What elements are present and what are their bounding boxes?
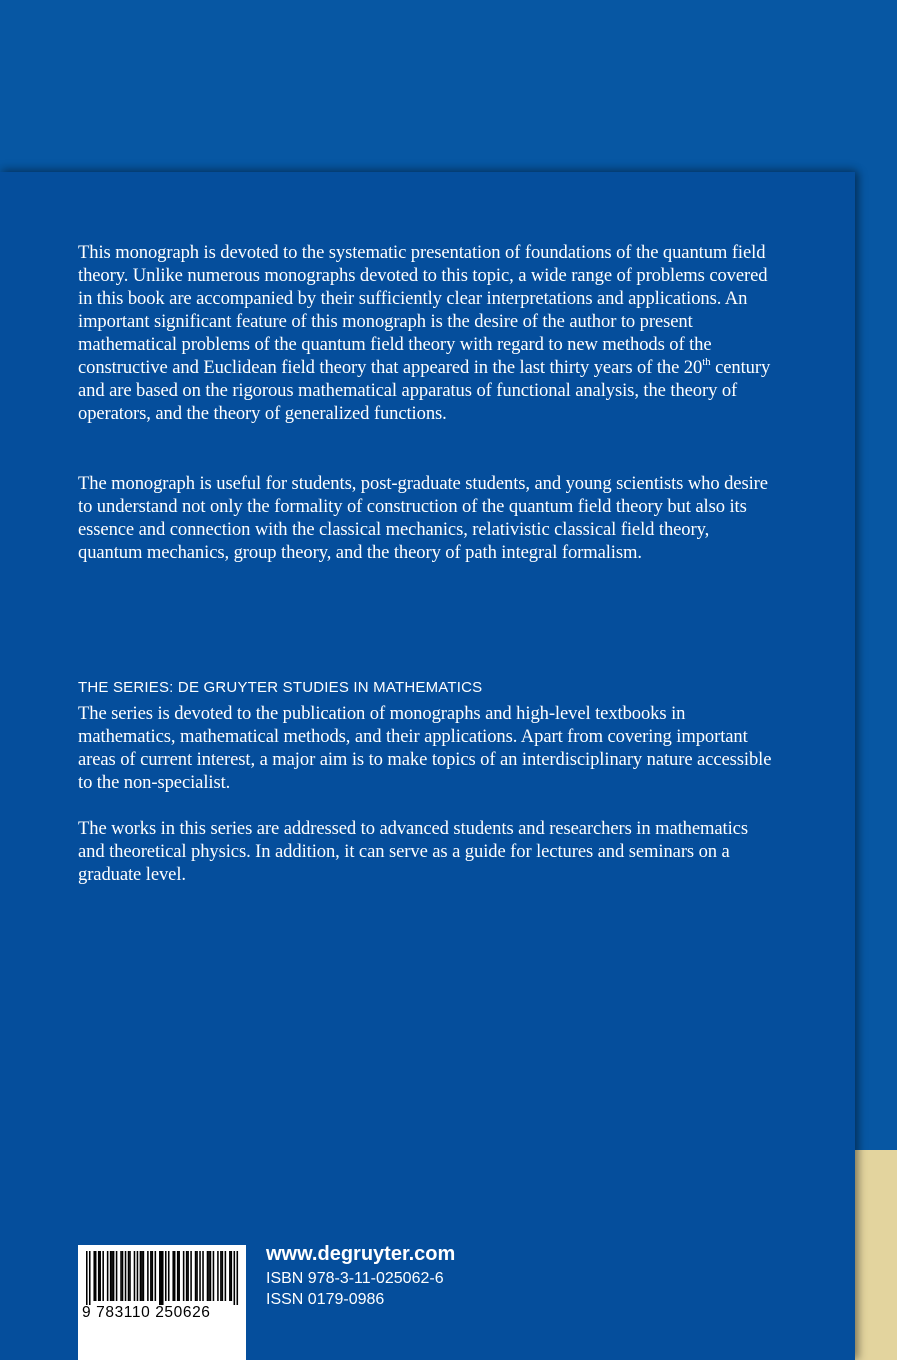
barcode-bar xyxy=(122,1251,124,1301)
barcode-bar xyxy=(141,1251,143,1301)
barcode-bar xyxy=(140,1251,142,1301)
barcode-bar xyxy=(195,1251,197,1301)
barcode-bar xyxy=(102,1251,104,1301)
barcode-bar xyxy=(231,1251,233,1301)
barcode-bar xyxy=(162,1251,164,1305)
barcode-bar xyxy=(207,1251,209,1301)
barcode-bar xyxy=(137,1251,139,1301)
barcode-bar xyxy=(116,1251,118,1301)
barcode-bar xyxy=(225,1251,227,1301)
barcode-bar xyxy=(161,1251,163,1305)
barcode-bar xyxy=(177,1251,179,1301)
barcode-bar xyxy=(93,1251,95,1301)
barcode-bar xyxy=(220,1251,222,1301)
barcode-bar xyxy=(120,1251,122,1301)
barcode-bar xyxy=(113,1251,115,1301)
description-text-part-1: This monograph is devoted to the systematic presentation of foundations of the quantum field theory. Unlike numerous monographs devoted to this topic, a wide range of problems covered in this book are accompanied by their sufficiently clear interpretations and applications. An important significant feature of this monograph is the desire of the author to present mathematical problems of the quantum field theory with regard to new methods of the constructive and Euclidean field theory that appeared in the last thirty years of the 20 xyxy=(78,242,768,378)
barcode-bar xyxy=(174,1251,176,1301)
barcode-bar xyxy=(222,1251,224,1301)
barcode-bar xyxy=(196,1251,198,1301)
barcode-bar xyxy=(111,1251,113,1301)
barcode-bar xyxy=(213,1251,215,1301)
description-paragraph-2: The monograph is useful for students, post-graduate students, and young scientists who desire to understand not only the formality of construction of the quantum field theory but also its essence and connection with the classical mechanics, relativistic classical field theory, quantum mechanics, group theory, and the theory of path integral formalism. xyxy=(78,473,768,563)
barcode-bar xyxy=(187,1251,189,1301)
barcode-bar xyxy=(159,1251,161,1305)
barcode-bar xyxy=(98,1251,100,1301)
barcode-bar xyxy=(168,1251,170,1301)
isbn-number: ISBN 978-3-11-025062-6 xyxy=(266,1270,444,1287)
barcode-bar xyxy=(143,1251,145,1301)
barcode-bar xyxy=(199,1251,201,1301)
barcode-bar xyxy=(89,1251,91,1305)
barcode-digits: 9 783110 250626 xyxy=(82,1304,211,1321)
series-heading: THE SERIES: DE GRUYTER STUDIES IN MATHEMATICS xyxy=(78,679,483,696)
barcode-bar xyxy=(234,1251,236,1305)
series-paragraph-2: The works in this series are addressed to advanced students and researchers in mathematics and theoretical physics. In addition, it can serve as a guide for lectures and seminars on a graduate level. xyxy=(78,818,748,885)
cover-top-band xyxy=(0,0,897,172)
barcode-bar xyxy=(190,1251,192,1301)
cover-gold-accent xyxy=(855,1150,897,1360)
cover-right-strip xyxy=(855,0,897,1150)
barcode-bar xyxy=(155,1251,157,1301)
barcode-bar xyxy=(202,1251,204,1301)
barcode-bar xyxy=(229,1251,231,1301)
barcode-bar xyxy=(165,1251,167,1301)
barcode-bar xyxy=(125,1251,127,1301)
barcode-bar xyxy=(172,1251,174,1301)
publisher-url[interactable]: www.degruyter.com xyxy=(266,1243,456,1265)
barcode-bar xyxy=(183,1251,185,1301)
barcode-bar xyxy=(95,1251,97,1301)
barcode-bar xyxy=(86,1251,88,1305)
barcode-bar xyxy=(134,1251,136,1301)
barcode-bar xyxy=(99,1251,101,1301)
barcode-bar xyxy=(129,1251,131,1301)
barcode-bar xyxy=(210,1251,212,1301)
barcode-bar xyxy=(217,1251,219,1301)
publisher-imprint xyxy=(266,1240,455,1310)
issn-number: ISSN 0179-0986 xyxy=(266,1291,385,1308)
barcode-bar xyxy=(186,1251,188,1301)
description-text-part-2: century and are based on the rigorous mathematical apparatus of functional analysis, the theory of operators, and the theory of generalized functions. xyxy=(78,357,771,424)
barcode-bar xyxy=(128,1251,130,1301)
barcode-bar xyxy=(147,1251,149,1301)
ordinal-suffix: th xyxy=(702,355,711,368)
barcode-bar xyxy=(178,1251,180,1301)
barcode-bar xyxy=(150,1251,152,1301)
barcode-bar xyxy=(237,1251,239,1305)
barcode xyxy=(78,1245,246,1360)
barcode-bar xyxy=(110,1251,112,1301)
barcode-bar xyxy=(208,1251,210,1301)
barcode-bar xyxy=(107,1251,109,1301)
barcode-bar xyxy=(152,1251,154,1301)
series-paragraph-1: The series is devoted to the publication of monographs and high-level textbooks in mathematics, mathematical methods, and their applications. Apart from covering important areas of current interest, a major aim is to make topics of an interdisciplinary nature accessible to the non-specialist. xyxy=(78,703,772,793)
description-paragraph-1 xyxy=(78,241,778,425)
barcode-bars xyxy=(78,1245,246,1305)
